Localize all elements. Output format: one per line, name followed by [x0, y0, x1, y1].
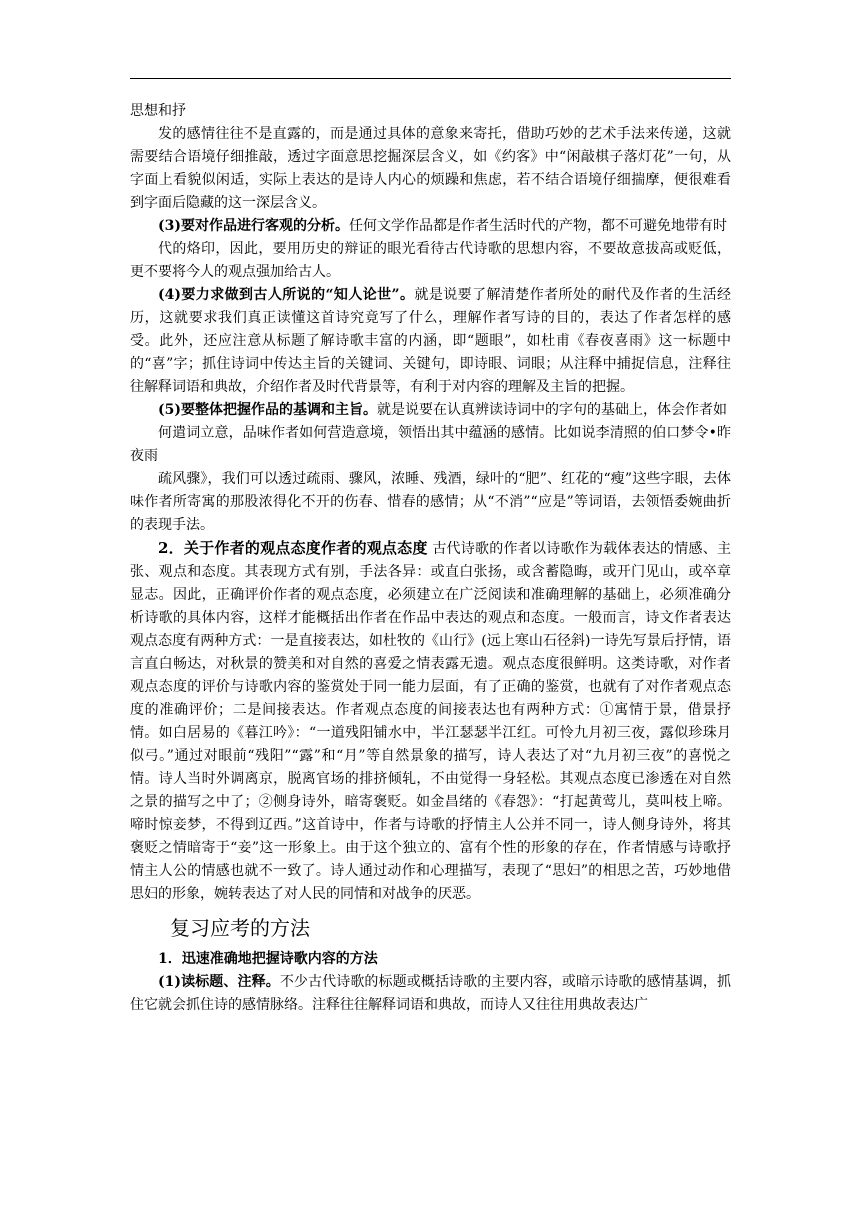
- paragraph-heading: (5)要整体把握作品的基调和主旨。: [158, 402, 377, 418]
- paragraph: 何遣词立意，品味作者如何营造意境，领悟出其中蕴涵的感情。比如说李清照的伯口梦令•昨夜雨: [130, 425, 731, 464]
- paragraph: [130, 399, 731, 422]
- subsection-title: 1．迅速准确地把握诗歌内容的方法: [158, 951, 378, 967]
- paragraph-heading: 2．关于作者的观点态度作者的观点态度: [158, 539, 428, 557]
- paragraph: [130, 284, 731, 399]
- paragraph: 疏风骤》，我们可以透过疏雨、骤风，浓睡、残酒，绿叶的“肥”、红花的“瘦”这些字眼，去体味作者所寄寓的那股浓得化不开的伤春、惜春的感情；从“不消”“应是”等词语，去领悟委婉曲折的表现手法。: [130, 471, 731, 533]
- paragraph-text: 任何文学作品都是作者生活时代的产物，都不可避免地带有时: [349, 218, 727, 234]
- document-body: [130, 100, 731, 1017]
- paragraph-heading: (3)要对作品进行客观的分析。: [158, 218, 349, 234]
- paragraph-text: 就是说要在认真辨读诗词中的字句的基础上，体会作者如: [377, 402, 727, 418]
- paragraph: [130, 215, 731, 238]
- paragraph: 代的烙印，因此，要用历史的辩证的眼光看待古代诗歌的思想内容，不要故意拔高或贬低，更不要将今人的观点强加给古人。: [130, 241, 731, 280]
- paragraph-heading: (4)要力求做到古人所说的“知人论世”。: [158, 287, 415, 303]
- paragraph: 思想和抒: [130, 103, 186, 119]
- paragraph-text: 古代诗歌的作者以诗歌作为载体表达的情感、主张、观点和态度。其表现方式有别，手法各异：或直白张扬，或含蓄隐晦，或开门见山，或卒章显志。因此，正确评价作者的观点态度，必须建立在广泛阅读和准确理解的基础上，必须准确分析诗歌的具体内容，这样才能概括出作者在作品中表达的观点和态度。一般而言，诗文作者表达观点态度有两种方式：一是直接表达，如杜牧的《山行》(远上寒山石径斜)一诗先写景后抒情，语言直白畅达，对秋景的赞美和对自然的喜爱之情表露无遗。观点态度很鲜明。这类诗歌，对作者观点态度的评价与诗歌内容的鉴赏处于同一能力层面，有了正确的鉴赏，也就有了对作者观点态度的准确评价；二是间接表达。作者观点态度的间接表达也有两种方式：①寓情于景，借景抒情。如白居易的《暮江吟》：“一道残阳铺水中，半江瑟瑟半江红。可怜九月初三夜，露似珍珠月似弓。”通过对眼前“残阳”“露”和“月”等自然景象的描写，诗人表达了对“九月初三夜”的喜悦之情。诗人当时外调离京，脱离官场的排挤倾轧，不由觉得一身轻松。其观点态度已渗透在对自然之景的描写之中了；②侧身诗外，暗寄褒贬。如金昌绪的《春怨》：“打起黄莺儿，莫叫枝上啼。啼时惊妾梦，不得到辽西。”这首诗中，作者与诗歌的抒情主人公并不同一，诗人侧身诗外，将其褒贬之情暗寄于“妾”这一形象上。由于这个独立的、富有个性的形象的存在，作者情感与诗歌抒情主人公的情感也就不一致了。诗人通过动作和心理描写，表现了“思妇”的相思之苦，巧妙地借思妇的形象，婉转表达了对人民的同情和对战争的厌恶。: [130, 541, 731, 902]
- paragraph-heading: (1)读标题、注释。: [158, 974, 280, 990]
- section-title: 复习应考的方法: [170, 916, 310, 940]
- paragraph: [130, 537, 731, 906]
- paragraph: [130, 971, 731, 1017]
- header-rule: [130, 78, 731, 79]
- paragraph: 发的感情往往不是直露的，而是通过具体的意象来寄托，借助巧妙的艺术手法来传递，这就需要结合语境仔细推敲，透过字面意思挖掘深层含义，如《约客》中“闲敲棋子落灯花”一句，从字面上看貌似闲适，实际上表达的是诗人内心的烦躁和焦虑，若不结合语境仔细揣摩，便很难看到字面后隐藏的这一深层含义。: [130, 126, 731, 211]
- paragraph-text: 不少古代诗歌的标题或概括诗歌的主要内容，或暗示诗歌的感情基调，抓住它就会抓住诗的感情脉络。注释往往解释词语和典故，而诗人又往往用典故表达广: [130, 974, 731, 1013]
- paragraph-text: 就是说要了解清楚作者所处的耐代及作者的生活经历，这就要求我们真正读懂这首诗究竟写了什么，理解作者写诗的目的，表达了作者怎样的感受。此外，还应注意从标题了解诗歌丰富的内涵，即“题眼”，如杜甫《春夜喜雨》这一标题中的“喜”字；抓住诗词中传达主旨的关键词、关键句，即诗眼、词眼；从注释中捕捉信息，注释往往解释词语和典故，介绍作者及时代背景等，有利于对内容的理解及主旨的把握。: [130, 287, 731, 395]
